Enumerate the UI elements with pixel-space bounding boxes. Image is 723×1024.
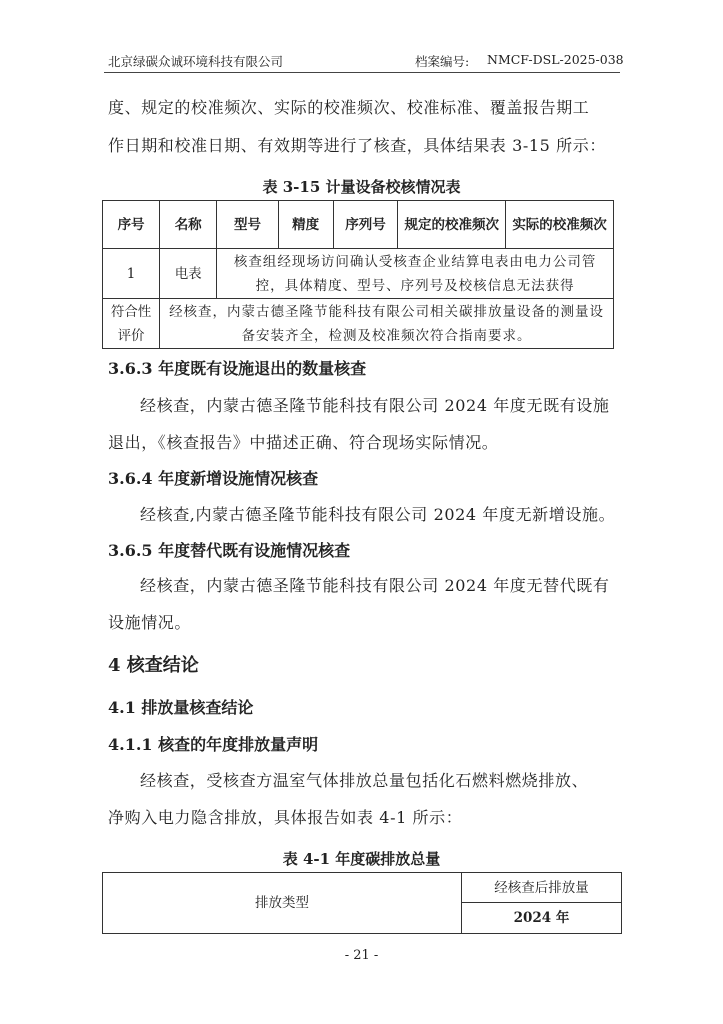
calibration-table xyxy=(102,200,614,349)
page-number: - 21 - xyxy=(344,948,379,963)
paragraph-line: 经核查，受核查方温室气体排放总量包括化石燃料燃烧排放、 xyxy=(140,771,589,790)
col-header: 序列号 xyxy=(333,201,398,249)
paragraph-line: 经核查，内蒙古德圣隆节能科技有限公司 2024 年度无替代既有 xyxy=(140,576,610,595)
table-caption: 表 3-15 计量设备校核情况表 xyxy=(262,178,461,196)
col-header: 名称 xyxy=(160,201,217,249)
section-heading: 3.6.4 年度新增设施情况核查 xyxy=(108,469,319,488)
cell: 1 xyxy=(103,249,160,299)
emissions-table xyxy=(102,872,622,934)
paragraph-line: 作日期和校准日期、有效期等进行了核查，具体结果表 3-15 所示： xyxy=(108,136,606,155)
section-heading: 4.1 排放量核查结论 xyxy=(108,698,254,717)
cell-eval: 经核查，内蒙古德圣隆节能科技有限公司相关碳排放量设备的测量设备安装齐全，检测及校准频次符合指南要求。 xyxy=(160,299,614,349)
header-divider xyxy=(104,72,620,73)
header-archive-label: 档案编号: xyxy=(415,54,470,69)
header-archive-no: NMCF-DSL-2025-038 xyxy=(487,52,624,67)
cell-label: 符合性评价 xyxy=(103,299,160,349)
table-caption: 表 4-1 年度碳排放总量 xyxy=(282,850,441,868)
col-header: 规定的校准频次 xyxy=(398,201,506,249)
section-heading: 4.1.1 核查的年度排放量声明 xyxy=(108,735,319,754)
paragraph-line: 经核查,内蒙古德圣隆节能科技有限公司 2024 年度无新增设施。 xyxy=(140,505,616,524)
paragraph-line: 度、规定的校准频次、实际的校准频次、校准标准、覆盖报告期工 xyxy=(108,98,590,117)
section-heading: 3.6.3 年度既有设施退出的数量核查 xyxy=(108,359,367,378)
paragraph-line: 退出，《核查报告》中描述正确、符合现场实际情况。 xyxy=(108,433,499,452)
after-header: 经核查后排放量 xyxy=(462,873,622,903)
cell: 电表 xyxy=(160,249,217,299)
paragraph-line: 净购入电力隐含排放，具体报告如表 4-1 所示： xyxy=(108,808,463,827)
col-header: 序号 xyxy=(103,201,160,249)
header-company: 北京绿碳众诚环境科技有限公司 xyxy=(108,54,284,69)
paragraph-line: 设施情况。 xyxy=(108,613,192,632)
col-header: 实际的校准频次 xyxy=(506,201,614,249)
col-header: 型号 xyxy=(217,201,278,249)
section-heading: 3.6.5 年度替代既有设施情况核查 xyxy=(108,541,351,560)
year-header: 2024 年 xyxy=(462,903,622,934)
col-header: 精度 xyxy=(278,201,333,249)
paragraph-line: 经核查，内蒙古德圣隆节能科技有限公司 2024 年度无既有设施 xyxy=(140,396,610,415)
type-header: 排放类型 xyxy=(103,873,462,934)
cell-note: 核查组经现场访问确认受核查企业结算电表由电力公司管控，具体精度、型号、序列号及校核信息无法获得 xyxy=(217,249,614,299)
chapter-heading: 4 核查结论 xyxy=(108,655,199,676)
